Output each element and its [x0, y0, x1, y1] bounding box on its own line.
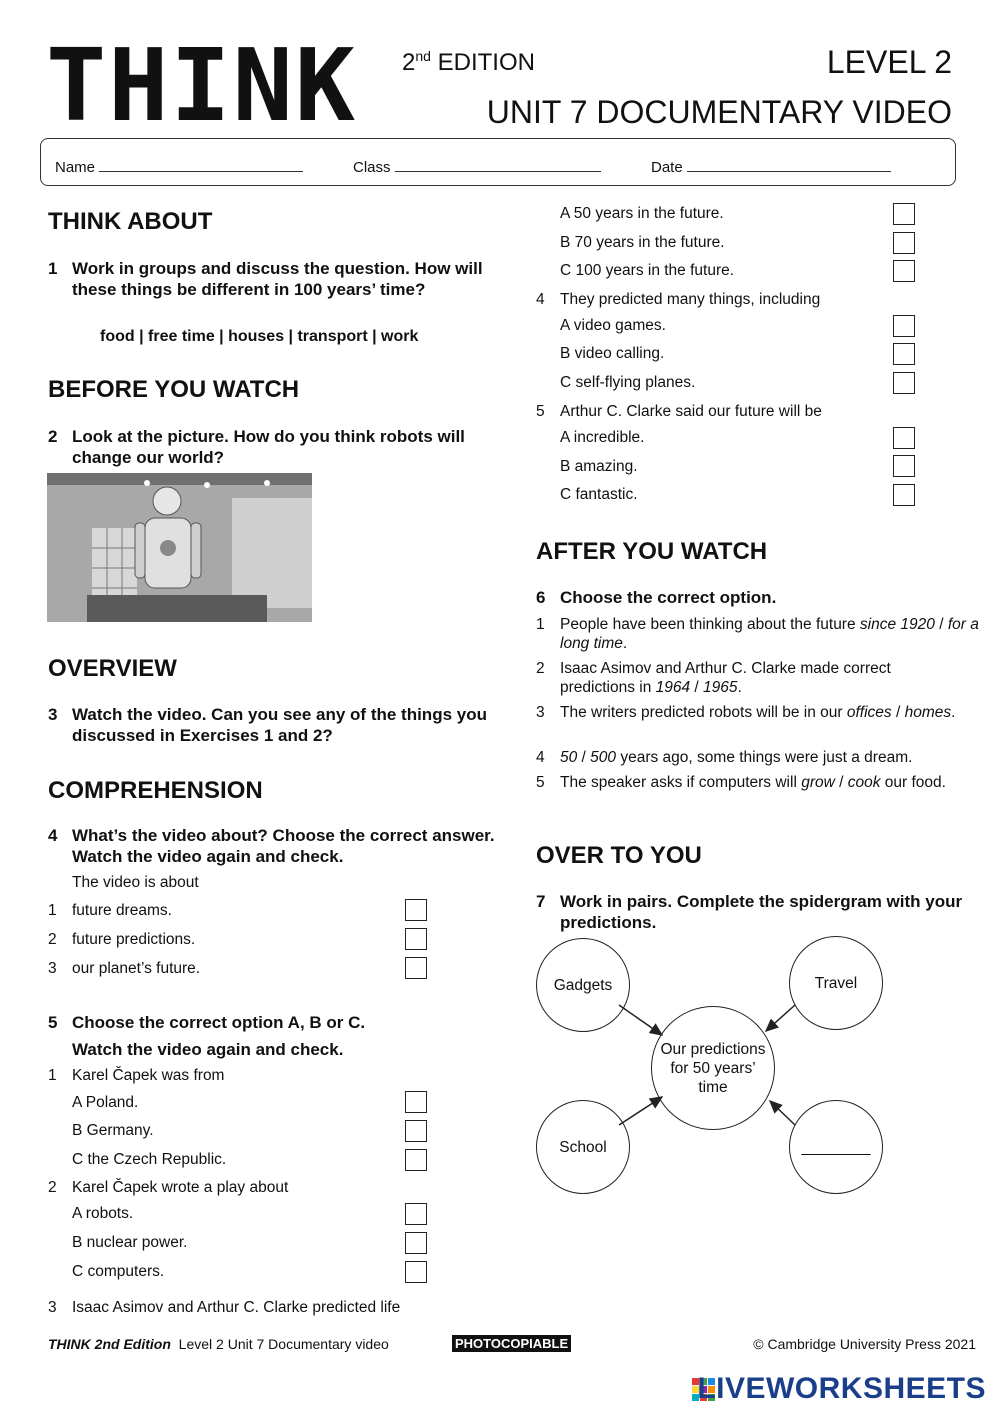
q5-item-3-checkbox-b[interactable]: [893, 232, 915, 254]
q5-item-4: 4 They predicted many things, including: [536, 291, 821, 308]
q5-item-4-checkbox-c[interactable]: [893, 372, 915, 394]
q6-1-choice-b[interactable]: for a long time: [560, 616, 979, 652]
q5-item-5-option-c: C fantastic.: [560, 486, 638, 503]
q5-item-2-checkbox-a[interactable]: [405, 1203, 427, 1225]
q4-option-1: 1 future dreams.: [48, 902, 172, 919]
think-logo: THINK: [46, 27, 358, 144]
q1-word-list: food | free time | houses | transport | work: [100, 328, 419, 345]
level-label: LEVEL 2: [826, 44, 952, 80]
q6-item-3: 3 The writers predicted robots will be in our offices / homes.: [536, 704, 956, 721]
q5-item-4-checkbox-b[interactable]: [893, 343, 915, 365]
q4-option-2: 2 future predictions.: [48, 931, 196, 948]
q4-lead: The video is about: [72, 874, 199, 891]
q4-option-3: 3 our planet’s future.: [48, 960, 201, 977]
q6-item-4: 4 50 / 500 years ago, some things were just a dream.: [536, 749, 913, 766]
section-think-about: THINK ABOUT: [48, 208, 213, 235]
q5-item-5: 5 Arthur C. Clarke said our future will be: [536, 403, 822, 420]
question-6: 6 Choose the correct option.: [536, 588, 777, 607]
question-5: 5 Choose the correct option A, B or C.: [48, 1013, 366, 1032]
question-2: 2 Look at the picture. How do you think robots will change our world?: [48, 427, 465, 467]
spidergram-node-gadgets: Gadgets: [536, 938, 630, 1032]
q6-3-choice-a[interactable]: offices: [846, 704, 892, 721]
section-overview: OVERVIEW: [48, 655, 177, 682]
q5-item-1-option-b: B Germany.: [72, 1122, 154, 1139]
q5-item-1: 1 Karel Čapek was from: [48, 1067, 225, 1084]
q6-3-choice-b[interactable]: homes: [904, 704, 952, 721]
q5-item-5-checkbox-a[interactable]: [893, 427, 915, 449]
question-3: 3 Watch the video. Can you see any of the things you discussed in Exercises 1 and 2?: [48, 705, 487, 745]
copyright: © Cambridge University Press 2021: [753, 1336, 976, 1352]
spidergram-node-blank[interactable]: ________: [789, 1100, 883, 1194]
section-over-to-you: OVER TO YOU: [536, 842, 702, 869]
q5-item-1-checkbox-b[interactable]: [405, 1120, 427, 1142]
q5-item-3-checkbox-c[interactable]: [893, 260, 915, 282]
q4-checkbox-3[interactable]: [405, 957, 427, 979]
class-field[interactable]: Class: [353, 158, 601, 176]
q5-item-5-checkbox-c[interactable]: [893, 484, 915, 506]
q5-item-3-option-b: B 70 years in the future.: [560, 234, 725, 251]
liveworksheets-brand: LIVEWORKSHEETS: [697, 1372, 986, 1405]
q5-item-2-option-b: B nuclear power.: [72, 1234, 188, 1251]
q5-item-5-option-b: B amazing.: [560, 458, 638, 475]
q5-item-4-option-a: A video games.: [560, 317, 666, 334]
spidergram-center: Our predictions for 50 years’ time: [651, 1006, 775, 1130]
q5-item-3-option-a: A 50 years in the future.: [560, 205, 724, 222]
q6-item-2: 2 Isaac Asimov and Arthur C. Clarke made correct predictions in 1964 / 1965.: [536, 660, 891, 696]
q6-item-1: 1 People have been thinking about the future since 1920 / for a long time.: [536, 616, 979, 652]
q6-2-choice-a[interactable]: 1964: [655, 679, 691, 696]
q6-item-5: 5 The speaker asks if computers will grow / cook our food.: [536, 774, 946, 791]
q6-1-choice-a[interactable]: since 1920: [859, 616, 935, 633]
q5-item-1-option-c: C the Czech Republic.: [72, 1151, 227, 1168]
name-field[interactable]: Name: [55, 158, 303, 176]
edition-label: 2nd EDITION: [402, 48, 535, 76]
q5-item-5-checkbox-b[interactable]: [893, 455, 915, 477]
robot-photo: [47, 473, 312, 622]
footer-info: THINK 2nd Edition Level 2 Unit 7 Documentary video: [48, 1336, 389, 1352]
arrow-school: [619, 1097, 662, 1125]
q5-item-4-option-c: C self-flying planes.: [560, 374, 696, 391]
q6-4-choice-b[interactable]: 500: [590, 749, 617, 766]
q5-item-2-option-c: C computers.: [72, 1263, 165, 1280]
question-4: 4 What’s the video about? Choose the correct answer. Watch the video again and check.: [48, 826, 495, 866]
section-comprehension: COMPREHENSION: [48, 777, 263, 804]
q5-item-2-checkbox-c[interactable]: [405, 1261, 427, 1283]
q5-item-2: 2 Karel Čapek wrote a play about: [48, 1179, 289, 1196]
q5-item-4-checkbox-a[interactable]: [893, 315, 915, 337]
question-5-line2: Watch the video again and check.: [72, 1040, 344, 1059]
section-after-you-watch: AFTER YOU WATCH: [536, 538, 768, 565]
q4-checkbox-1[interactable]: [405, 899, 427, 921]
q6-5-choice-b[interactable]: cook: [847, 774, 881, 791]
q4-checkbox-2[interactable]: [405, 928, 427, 950]
question-1: 1 Work in groups and discuss the question. How will these things be different in 100 years’ time?: [48, 259, 483, 299]
spidergram-node-travel: Travel: [789, 936, 883, 1030]
q5-item-2-option-a: A robots.: [72, 1205, 134, 1222]
q5-item-2-checkbox-b[interactable]: [405, 1232, 427, 1254]
q6-4-choice-a[interactable]: 50: [560, 749, 578, 766]
q5-item-1-checkbox-c[interactable]: [405, 1149, 427, 1171]
q6-5-choice-a[interactable]: grow: [801, 774, 835, 791]
question-7: 7 Work in pairs. Complete the spidergram with your predictions.: [536, 892, 963, 932]
q5-item-3-option-c: C 100 years in the future.: [560, 262, 735, 279]
robot-illustration: [47, 473, 312, 622]
date-field[interactable]: Date: [651, 158, 891, 176]
q5-item-5-option-a: A incredible.: [560, 429, 645, 446]
section-before-you-watch: BEFORE YOU WATCH: [48, 376, 300, 403]
q5-item-1-option-a: A Poland.: [72, 1094, 139, 1111]
arrow-blank: [770, 1101, 795, 1125]
q5-item-1-checkbox-a[interactable]: [405, 1091, 427, 1113]
q5-item-3: 3 Isaac Asimov and Arthur C. Clarke predicted life: [48, 1299, 401, 1316]
arrow-travel: [766, 1005, 795, 1031]
q5-item-4-option-b: B video calling.: [560, 345, 665, 362]
q6-2-choice-b[interactable]: 1965: [703, 679, 738, 696]
spidergram-node-school: School: [536, 1100, 630, 1194]
unit-title: UNIT 7 DOCUMENTARY VIDEO: [486, 94, 952, 130]
q5-item-3-checkbox-a[interactable]: [893, 203, 915, 225]
photocopiable-badge: PHOTOCOPIABLE: [452, 1335, 571, 1352]
arrow-gadgets: [619, 1005, 662, 1035]
